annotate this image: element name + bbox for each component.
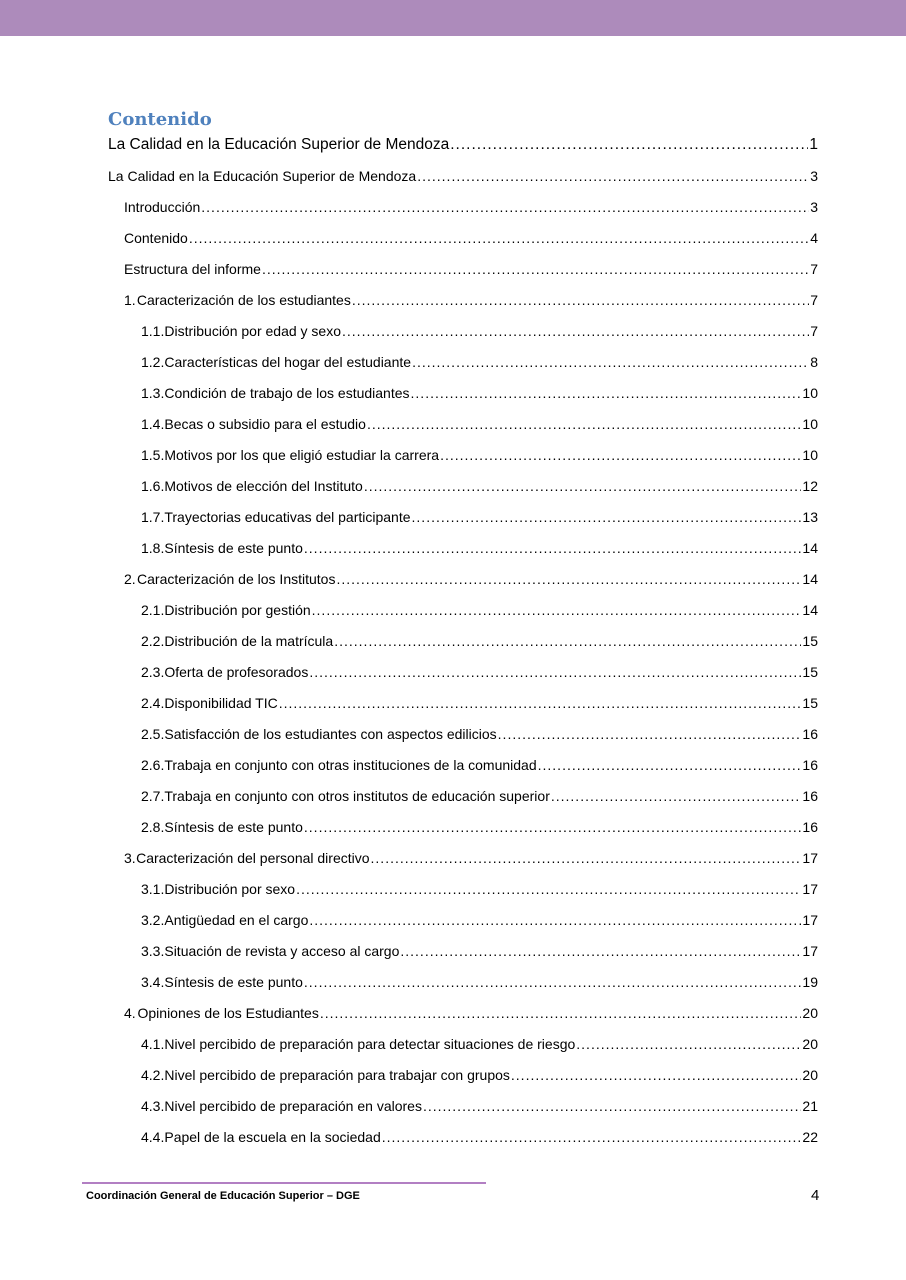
dot-leader [304, 974, 802, 990]
toc-entry[interactable] [141, 1067, 818, 1085]
toc-entry-label: Nivel percibido de preparación para detectar situaciones de riesgo [164, 1036, 576, 1052]
toc-entry-page: 20 [802, 1036, 818, 1052]
toc-entry-page: 10 [802, 447, 818, 463]
toc-entry-label: Oferta de profesorados [164, 664, 309, 680]
toc-entry-page: 14 [802, 540, 818, 556]
toc-entry[interactable] [141, 602, 818, 620]
dot-leader [336, 571, 801, 587]
toc-entry-label: Caracterización de los estudiantes [136, 292, 351, 308]
toc-entry-number: 1.4. [141, 416, 165, 432]
toc-entry[interactable] [141, 447, 818, 465]
toc-entry-label: Motivos por los que eligió estudiar la carrera [164, 447, 440, 463]
dot-leader [417, 168, 809, 184]
toc-entry-label: Becas o subsidio para el estudio [164, 416, 366, 432]
toc-entry-label: Motivos de elección del Instituto [164, 478, 363, 494]
toc-entry[interactable] [108, 136, 818, 154]
toc-entry-label: Caracterización de los Institutos [137, 571, 336, 587]
toc-entry[interactable] [141, 323, 818, 341]
toc-entry-label: Estructura del informe [124, 261, 261, 277]
toc-entry[interactable] [124, 230, 818, 248]
toc-entry[interactable] [141, 509, 818, 527]
toc-entry[interactable] [141, 354, 818, 372]
dot-leader [309, 664, 801, 680]
dot-leader [511, 1067, 802, 1083]
toc-entry[interactable] [141, 757, 818, 775]
toc-entry-number: 3.2. [141, 912, 165, 928]
dot-leader [352, 292, 809, 308]
toc-entry-label: Introducción [124, 199, 201, 215]
toc-entry-page: 14 [802, 571, 818, 587]
toc-entry[interactable] [141, 943, 818, 961]
toc-entry[interactable] [108, 168, 818, 186]
toc-entry[interactable] [141, 974, 818, 992]
toc-entry-number: 2.7. [141, 788, 165, 804]
toc-entry-page: 16 [802, 819, 818, 835]
dot-leader [189, 230, 809, 246]
toc-entry[interactable] [141, 1129, 818, 1147]
toc-entry-number: 3. [124, 850, 136, 866]
toc-entry[interactable] [141, 726, 818, 744]
toc-entry[interactable] [141, 540, 818, 558]
toc-entry-label: Síntesis de este punto [164, 974, 303, 990]
toc-entry-number: 4.1. [141, 1036, 165, 1052]
toc-entry-page: 14 [802, 602, 818, 618]
toc-entry-page: 10 [802, 416, 818, 432]
toc-entry-page: 22 [802, 1129, 818, 1145]
footer-text: Coordinación General de Educación Superior – DGE [86, 1190, 360, 1202]
dot-leader [304, 540, 802, 556]
toc-entry-label: Opiniones de los Estudiantes [137, 1005, 319, 1021]
toc-entry-label: Nivel percibido de preparación en valores [164, 1098, 422, 1114]
toc-entry-page: 20 [802, 1067, 818, 1083]
toc-entry-page: 10 [802, 385, 818, 401]
dot-leader [367, 416, 801, 432]
toc-entry-number: 1.5. [141, 447, 165, 463]
toc-entry-number: 1.8. [141, 540, 165, 556]
toc-entry-label: Distribución de la matrícula [164, 633, 334, 649]
dot-leader [312, 602, 802, 618]
dot-leader [371, 850, 802, 866]
dot-leader [334, 633, 801, 649]
toc-entry-page: 4 [810, 230, 818, 246]
toc-entry-page: 1 [809, 136, 818, 153]
toc-entry-page: 8 [810, 354, 818, 370]
toc-entry-number: 1.6. [141, 478, 165, 494]
toc-entry-page: 13 [802, 509, 818, 525]
toc-entry-page: 16 [802, 726, 818, 742]
toc-entry-label: Antigüedad en el cargo [164, 912, 309, 928]
dot-leader [450, 136, 808, 154]
toc-entry-page: 7 [810, 292, 818, 308]
toc-entry-number: 1.2. [141, 354, 165, 370]
toc-entry-number: 4. [124, 1005, 136, 1021]
toc-entry-page: 15 [802, 664, 818, 680]
toc-entry[interactable] [124, 1005, 818, 1023]
toc-entry-page: 17 [802, 881, 818, 897]
dot-leader [364, 478, 802, 494]
toc-entry[interactable] [141, 788, 818, 806]
dot-leader [498, 726, 802, 742]
toc-entry-number: 3.1. [141, 881, 165, 897]
toc-entry[interactable] [124, 261, 818, 279]
header-bar [0, 0, 906, 36]
toc-entry-number: 4.4. [141, 1129, 165, 1145]
toc-entry-label: Distribución por edad y sexo [164, 323, 342, 339]
toc-entry-page: 15 [802, 633, 818, 649]
toc-entry-number: 1.1. [141, 323, 165, 339]
toc-entry[interactable] [141, 819, 818, 837]
dot-leader [304, 819, 802, 835]
toc-title: Contenido [108, 109, 212, 130]
toc-entry[interactable] [141, 478, 818, 496]
toc-entry-number: 2.8. [141, 819, 165, 835]
toc-entry-page: 7 [810, 261, 818, 277]
toc-entry-page: 17 [802, 943, 818, 959]
dot-leader [440, 447, 801, 463]
toc-entry-number: 1. [124, 292, 136, 308]
toc-entry-number: 2.3. [141, 664, 165, 680]
toc-entry-page: 12 [802, 478, 818, 494]
toc-entry[interactable] [124, 292, 818, 310]
toc-entry-label: Trayectorias educativas del participante [164, 509, 411, 525]
toc-entry[interactable] [141, 664, 818, 682]
toc-entry-label: La Calidad en la Educación Superior de Mendoza [108, 168, 417, 184]
toc-entry-number: 1.3. [141, 385, 165, 401]
dot-leader [382, 1129, 802, 1145]
toc-entry-page: 19 [802, 974, 818, 990]
toc-entry-label: Contenido [124, 230, 188, 246]
toc-entry-number: 2. [124, 571, 136, 587]
toc-entry-number: 2.6. [141, 757, 165, 773]
toc-entry-page: 16 [802, 788, 818, 804]
toc-entry-page: 3 [810, 168, 818, 184]
toc-entry[interactable] [141, 416, 818, 434]
toc-entry-label: Trabaja en conjunto con otros institutos de educación superior [164, 788, 550, 804]
toc-entry-page: 20 [802, 1005, 818, 1021]
toc-entry[interactable] [124, 571, 818, 589]
dot-leader [342, 323, 809, 339]
toc-entry-label: Situación de revista y acceso al cargo [164, 943, 400, 959]
toc-entry-label: Papel de la escuela en la sociedad [164, 1129, 381, 1145]
toc-entry-number: 2.4. [141, 695, 165, 711]
dot-leader [412, 354, 809, 370]
toc-entry-number: 4.2. [141, 1067, 165, 1083]
toc-entry[interactable] [141, 1036, 818, 1054]
toc-entry[interactable] [141, 1098, 818, 1116]
toc-entry-page: 17 [802, 912, 818, 928]
toc-entry-page: 3 [810, 199, 818, 215]
toc-entry-label: Satisfacción de los estudiantes con aspectos edilicios [164, 726, 497, 742]
dot-leader [262, 261, 809, 277]
dot-leader [551, 788, 802, 804]
toc-entry[interactable] [124, 850, 818, 868]
toc-entry-label: Disponibilidad TIC [164, 695, 278, 711]
toc-entry[interactable] [124, 199, 818, 217]
toc-entry-label: Síntesis de este punto [164, 819, 303, 835]
toc-entry-label: Características del hogar del estudiante [164, 354, 412, 370]
toc-entry-number: 2.1. [141, 602, 165, 618]
toc-entry[interactable] [141, 385, 818, 403]
toc-entry-label: Distribución por gestión [164, 602, 311, 618]
toc-entry-number: 4.3. [141, 1098, 165, 1114]
dot-leader [423, 1098, 801, 1114]
footer-page-number: 4 [811, 1187, 820, 1204]
toc-entry-number: 2.2. [141, 633, 165, 649]
dot-leader [201, 199, 809, 215]
toc-entry-label: Nivel percibido de preparación para trabajar con grupos [164, 1067, 510, 1083]
toc-entry-page: 7 [810, 323, 818, 339]
dot-leader [309, 912, 801, 928]
toc-entry-label: Síntesis de este punto [164, 540, 303, 556]
toc-entry-number: 3.4. [141, 974, 165, 990]
dot-leader [538, 757, 802, 773]
dot-leader [576, 1036, 801, 1052]
toc-entry-page: 15 [802, 695, 818, 711]
dot-leader [279, 695, 802, 711]
toc-entry[interactable] [141, 633, 818, 651]
toc-entry[interactable] [141, 912, 818, 930]
dot-leader [320, 1005, 802, 1021]
dot-leader [412, 509, 802, 525]
toc-entry-page: 16 [802, 757, 818, 773]
dot-leader [400, 943, 801, 959]
toc-entry-page: 17 [802, 850, 818, 866]
toc-entry[interactable] [141, 881, 818, 899]
dot-leader [411, 385, 802, 401]
toc-entry-label: Trabaja en conjunto con otras instituciones de la comunidad [164, 757, 537, 773]
footer-divider [82, 1182, 486, 1184]
toc-entry[interactable] [141, 695, 818, 713]
toc-entry-label: Condición de trabajo de los estudiantes [164, 385, 410, 401]
toc-entry-number: 3.3. [141, 943, 165, 959]
toc-entry-number: 2.5. [141, 726, 165, 742]
toc-entry-label: La Calidad en la Educación Superior de Mendoza [108, 136, 450, 153]
toc-entry-label: Distribución por sexo [164, 881, 296, 897]
toc-entry-label: Caracterización del personal directivo [136, 850, 370, 866]
toc-entry-page: 21 [802, 1098, 818, 1114]
dot-leader [296, 881, 801, 897]
toc-entry-number: 1.7. [141, 509, 165, 525]
